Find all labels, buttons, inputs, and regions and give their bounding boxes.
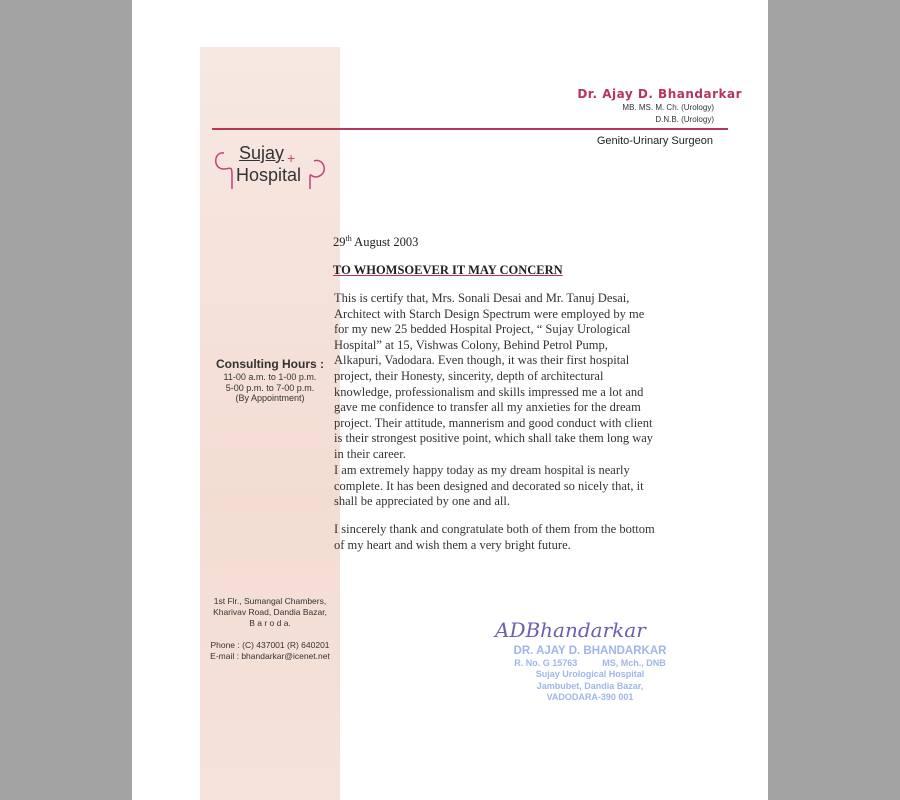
text-line: in their career. xyxy=(334,446,406,461)
signature: ADBhandarkar xyxy=(495,618,646,642)
address-line: Kharivav Road, Dandia Bazar, xyxy=(213,607,327,617)
stamp-line: Sujay Urological Hospital xyxy=(535,669,645,679)
stamp-line: DR. AJAY D. BHANDARKAR xyxy=(513,645,667,657)
stamp-line: R. No. G 15763 MS, Mch., DNB xyxy=(514,657,666,668)
stamp-line: Jambubet, Dandia Bazar, xyxy=(536,680,644,691)
text-line: of my heart and wish them a very bright future. xyxy=(334,537,571,552)
date-day: 29 xyxy=(333,235,346,250)
paragraph-2 xyxy=(334,463,644,510)
logo-text: Hospital xyxy=(236,165,302,185)
qualification: D.N.B. (Urology) xyxy=(655,115,714,124)
hours-line: 5-00 p.m. to 7-00 p.m. xyxy=(225,382,315,393)
logo-text: Sujay xyxy=(239,143,285,163)
text-line: Alkapuri, Vadodara. Even though, it was their first hospital xyxy=(334,353,630,368)
text-line: gave me confidence to transfer all my anxieties for the dream xyxy=(334,400,641,415)
address-block xyxy=(200,596,340,662)
email: E-mail : bhandarkar@icenet.net xyxy=(210,651,330,661)
text-line: Architect with Starch Design Spectrum were employed by me xyxy=(334,306,645,321)
text-line: for my new 25 bedded Hospital Project, “ Sujay Urological xyxy=(334,322,631,337)
paragraph-1 xyxy=(334,291,653,463)
address-line: B a r o d a. xyxy=(249,618,291,628)
letter-subject: TO WHOMSOEVER IT MAY CONCERN xyxy=(333,263,563,277)
text-line: is their strongest positive point, which shall take them long way xyxy=(334,431,654,446)
text-line: Hospital” at 15, Vishwas Colony, Behind Petrol Pump, xyxy=(334,337,608,352)
svg-text:+: + xyxy=(287,150,296,166)
text-line: This is certify that, Mrs. Sonali Desai and Mr. Tanuj Desai, xyxy=(334,291,630,305)
text-line: complete. It has been designed and decorated so nicely that, it xyxy=(334,478,644,493)
consulting-hours xyxy=(200,357,340,404)
hours-line: 11-00 a.m. to 1-00 p.m. xyxy=(223,372,317,382)
paragraph-3 xyxy=(334,522,655,553)
hours-title: Consulting Hours : xyxy=(216,357,324,371)
qualification: MB. MS. M. Ch. (Urology) xyxy=(622,103,714,112)
phone: Phone : (C) 437001 (R) 640201 xyxy=(210,640,330,650)
text-line: project, their Honesty, sincerity, depth of architectural xyxy=(334,368,604,383)
specialty: Genito-Urinary Surgeon xyxy=(596,135,713,147)
text-line: project. Their attitude, mannerism and good conduct with client xyxy=(334,415,653,430)
stamp-line: VADODARA-390 001 xyxy=(546,692,634,702)
text-line: shall be appreciated by one and all. xyxy=(334,494,510,509)
hospital-logo xyxy=(212,145,332,193)
text-line: I am extremely happy today as my dream hospital is nearly xyxy=(334,463,630,477)
date-suffix: th xyxy=(345,234,352,243)
letter-date xyxy=(333,234,418,250)
address-line: 1st Flr., Sumangal Chambers, xyxy=(213,596,327,606)
letterhead-divider xyxy=(212,128,728,130)
doctor-stamp xyxy=(480,646,700,704)
date-rest: August 2003 xyxy=(351,235,419,250)
text-line: I sincerely thank and congratulate both of them from the bottom xyxy=(334,522,655,536)
hours-line: (By Appointment) xyxy=(235,393,305,403)
doctor-name: Dr. Ajay D. Bhandarkar xyxy=(577,87,742,101)
text-line: knowledge, professionalism and skills impressed me a lot and xyxy=(334,384,644,399)
